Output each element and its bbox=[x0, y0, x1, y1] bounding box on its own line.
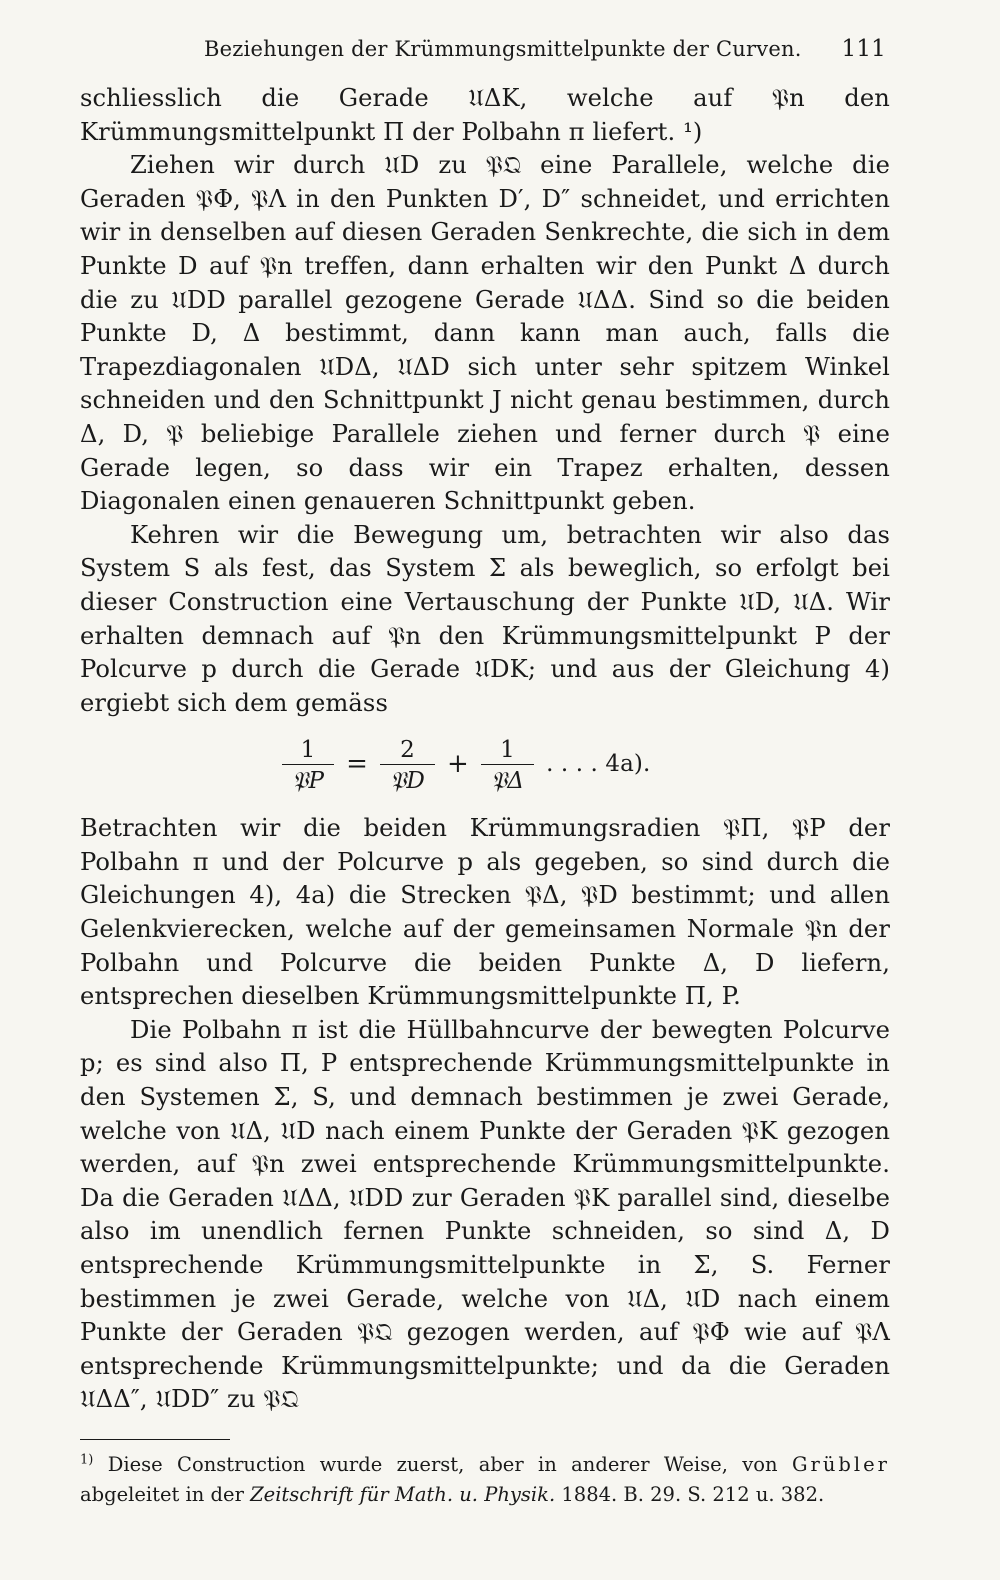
paragraph-2: Ziehen wir durch 𝔘D zu 𝔓𝔔 eine Parallele, welche die Geraden 𝔓Φ, 𝔓Λ in den Punkten D′, D″ schneidet, und errichten wir in denselben auf diesen Geraden Senkrechte, die sich in dem Punkte D auf 𝔓n treffen, dann erhalten wir den Punkt Δ durch die zu 𝔘DD parallel gezogene Gerade 𝔘ΔΔ. Sind so die beiden Punkte D, Δ bestimmt, dann kann man auch, falls die Trapezdiagonalen 𝔘DΔ, 𝔘ΔD sich unter sehr spitzem Winkel schneiden und den Schnittpunkt J nicht genau bestimmen, durch Δ, D, 𝔓 beliebige Parallele ziehen und ferner durch 𝔓 eine Gerade legen, so dass wir ein Trapez erhalten, dessen Diagonalen einen genaueren Schnittpunkt geben. bbox=[80, 151, 890, 516]
paragraph-5: Die Polbahn π ist die Hüllbahncurve der bewegten Polcurve p; es sind also Π, P entsprechende Krümmungsmittelpunkte in den Systemen Σ, S, und demnach bestimmen je zwei Gerade, welche von 𝔘Δ, 𝔘D nach einem Punkte der Geraden 𝔓K gezogen werden, auf 𝔓n zwei entsprechende Krümmungsmittelpunkte. Da die Geraden 𝔘ΔΔ, 𝔘DD zur Geraden 𝔓K parallel sind, dieselbe also im unendlich fernen Punkte schneiden, so sind Δ, D entsprechende Krümmungsmittelpunkte in Σ, S. Ferner bestimmen je zwei Gerade, welche von 𝔘Δ, 𝔘D nach einem Punkte der Geraden 𝔓𝔔 gezogen werden, auf 𝔓Φ wie auf 𝔓Λ entsprechende Krümmungsmittelpunkte; und da die Geraden 𝔘ΔΔ″, 𝔘DD″ zu 𝔓𝔔 bbox=[80, 1015, 890, 1414]
footnote-citation: 1884. B. 29. S. 212 u. 382. bbox=[561, 1482, 825, 1506]
paragraph-4: Betrachten wir die beiden Krümmungsradien 𝔓Π, 𝔓P der Polbahn π und der Polcurve p als gegeben, so sind durch die Gleichungen 4), 4a) die Strecken 𝔓Δ, 𝔓D bestimmt; und allen Gelenkvierecken, welche auf der gemeinsamen Normale 𝔓n der Polbahn und Polcurve die beiden Punkte Δ, D liefern, entsprechen dieselben Krümmungsmittelpunkte Π, P. bbox=[80, 814, 890, 1011]
plus-sign: + bbox=[446, 749, 469, 780]
fraction-term-1-numerator: 2 bbox=[400, 736, 415, 763]
footnote-marker: 1) bbox=[80, 1452, 94, 1468]
equation-4a bbox=[80, 722, 890, 808]
body-text bbox=[80, 82, 890, 1417]
book-page bbox=[80, 36, 890, 1510]
fraction-term-1 bbox=[380, 736, 435, 795]
fraction-lhs-denominator: 𝔓P bbox=[282, 764, 334, 795]
equals-sign: = bbox=[346, 749, 368, 780]
fraction-term-1-denominator: 𝔓D bbox=[380, 764, 435, 795]
footnote-text-a: Diese Construction wurde zuerst, aber in anderer Weise, von bbox=[107, 1452, 778, 1476]
running-title: Beziehungen der Krümmungsmittelpunkte der Curven. bbox=[204, 37, 802, 61]
footnote bbox=[80, 1450, 890, 1510]
equation-tag: . . . . 4a). bbox=[546, 751, 651, 778]
footnote-author: Grübler bbox=[791, 1452, 891, 1476]
fraction-term-2-numerator: 1 bbox=[500, 736, 515, 763]
footnote-text-b: abgeleitet in der bbox=[80, 1482, 244, 1506]
fraction-term-2-denominator: 𝔓Δ bbox=[481, 764, 534, 795]
fraction-lhs-numerator: 1 bbox=[300, 736, 316, 763]
footnote-divider bbox=[80, 1439, 230, 1440]
page-number: 111 bbox=[841, 36, 886, 62]
paragraph-1: schliesslich die Gerade 𝔘ΔK, welche auf 𝔓n den Krümmungsmittelpunkt Π der Polbahn π liefert. ¹) bbox=[80, 84, 890, 146]
fraction-lhs bbox=[282, 736, 334, 795]
running-header bbox=[80, 36, 890, 70]
fraction-term-2 bbox=[481, 736, 534, 795]
footnote-journal: Zeitschrift für Math. u. Physik. bbox=[250, 1482, 556, 1506]
paragraph-3: Kehren wir die Bewegung um, betrachten wir also das System S als fest, das System Σ als beweglich, so erfolgt bei dieser Construction eine Vertauschung der Punkte 𝔘D, 𝔘Δ. Wir erhalten demnach auf 𝔓n den Krümmungsmittelpunkt P der Polcurve p durch die Gerade 𝔘DK; und aus der Gleichung 4) ergiebt sich dem gemäss bbox=[80, 520, 890, 717]
